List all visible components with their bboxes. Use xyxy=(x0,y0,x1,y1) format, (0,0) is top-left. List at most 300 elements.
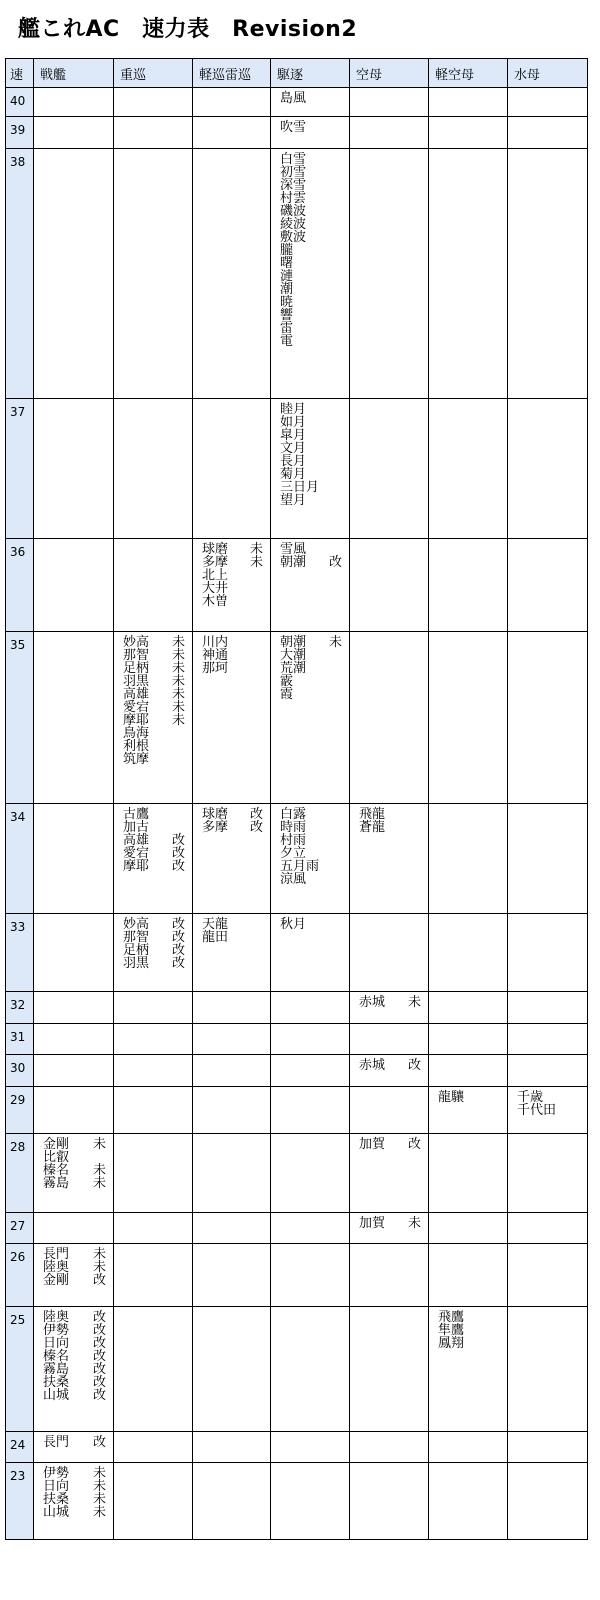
ship-status: 未 xyxy=(407,995,421,1010)
ship-cell xyxy=(350,149,429,399)
ship-status: 未 xyxy=(328,635,342,650)
ship-cell xyxy=(429,914,508,992)
ship-status: 改 xyxy=(328,555,342,570)
ship-cell xyxy=(114,1432,193,1463)
ship-name: 霰 xyxy=(280,674,294,689)
ship-name: 霞 xyxy=(280,687,294,702)
ship-name: 足柄 xyxy=(123,943,150,958)
ship-cell xyxy=(508,88,588,117)
table-row xyxy=(6,1463,588,1540)
ship-name: 日向 xyxy=(43,1479,70,1494)
ship-entry xyxy=(280,494,349,507)
ship-cell xyxy=(114,914,193,992)
ship-cell xyxy=(350,1213,429,1244)
ship-name: 長門 xyxy=(43,1247,70,1262)
ship-cell xyxy=(350,632,429,804)
ship-cell xyxy=(34,632,114,804)
ship-cell xyxy=(193,1432,271,1463)
table-row xyxy=(6,1134,588,1213)
ship-cell xyxy=(114,1024,193,1055)
ship-name: 敷波 xyxy=(280,230,307,245)
speed-value: 24 xyxy=(6,1432,34,1463)
table-row xyxy=(6,804,588,914)
ship-status: 改 xyxy=(171,930,185,945)
ship-cell xyxy=(34,992,114,1024)
ship-name: 多摩 xyxy=(202,555,229,570)
ship-cell xyxy=(193,1055,271,1087)
ship-name: 山城 xyxy=(43,1388,70,1403)
table-row xyxy=(6,914,588,992)
ship-cell xyxy=(429,539,508,632)
ship-status: 未 xyxy=(249,542,263,557)
ship-cell xyxy=(34,117,114,149)
ship-cell xyxy=(350,992,429,1024)
ship-cell xyxy=(193,117,271,149)
table-row xyxy=(6,149,588,399)
ship-status: 未 xyxy=(171,674,185,689)
ship-cell xyxy=(271,117,350,149)
ship-name: 摩耶 xyxy=(123,859,150,874)
ship-name: 高雄 xyxy=(123,833,150,848)
ship-name: 加古 xyxy=(123,820,150,835)
ship-name: 白雪 xyxy=(280,152,307,167)
ship-entry xyxy=(280,556,349,569)
ship-name: 雪風 xyxy=(280,542,307,557)
speed-value: 34 xyxy=(6,804,34,914)
ship-status: 未 xyxy=(407,1216,421,1231)
ship-status: 未 xyxy=(92,1492,106,1507)
ship-cell xyxy=(350,117,429,149)
ship-name: 金剛 xyxy=(43,1137,70,1152)
ship-name: 加賀 xyxy=(359,1137,386,1152)
header-light-cruiser: 軽巡雷巡 xyxy=(193,59,271,88)
ship-status: 未 xyxy=(92,1466,106,1481)
ship-cell xyxy=(193,88,271,117)
ship-cell xyxy=(508,1213,588,1244)
ship-cell xyxy=(193,1213,271,1244)
ship-name: 磯波 xyxy=(280,204,307,219)
ship-cell xyxy=(271,1055,350,1087)
ship-name: 比叡 xyxy=(43,1150,70,1165)
table-row xyxy=(6,1307,588,1432)
ship-cell xyxy=(271,804,350,914)
ship-name: 雷 xyxy=(280,321,294,336)
ship-entry xyxy=(123,957,192,970)
ship-name: 涼風 xyxy=(280,872,307,887)
table-row xyxy=(6,1244,588,1307)
ship-name: 漣 xyxy=(280,269,294,284)
ship-cell xyxy=(34,1024,114,1055)
ship-cell xyxy=(193,992,271,1024)
ship-cell xyxy=(114,1463,193,1540)
ship-cell xyxy=(350,1432,429,1463)
ship-cell xyxy=(429,149,508,399)
table-row xyxy=(6,1432,588,1463)
ship-cell xyxy=(193,1307,271,1432)
ship-name: 電 xyxy=(280,334,294,349)
ship-cell xyxy=(508,1432,588,1463)
ship-name: 鳳翔 xyxy=(438,1336,465,1351)
ship-name: 三日月 xyxy=(280,480,320,495)
table-row xyxy=(6,1024,588,1055)
ship-cell xyxy=(429,117,508,149)
ship-cell xyxy=(350,539,429,632)
ship-name: 如月 xyxy=(280,415,307,430)
table-row xyxy=(6,632,588,804)
speed-value: 25 xyxy=(6,1307,34,1432)
header-destroyer: 駆逐 xyxy=(271,59,350,88)
ship-cell xyxy=(193,1463,271,1540)
ship-cell xyxy=(429,1463,508,1540)
ship-cell xyxy=(114,117,193,149)
ship-cell xyxy=(34,1244,114,1307)
ship-name: 球磨 xyxy=(202,807,229,822)
ship-cell xyxy=(193,399,271,539)
ship-name: 扶桑 xyxy=(43,1492,70,1507)
ship-cell xyxy=(508,539,588,632)
header-speed: 速 xyxy=(6,59,34,88)
ship-cell xyxy=(193,914,271,992)
ship-cell xyxy=(271,632,350,804)
ship-entry xyxy=(280,121,349,134)
ship-cell xyxy=(508,1024,588,1055)
ship-cell xyxy=(34,88,114,117)
ship-entry xyxy=(438,1337,507,1350)
ship-cell xyxy=(508,914,588,992)
ship-status: 未 xyxy=(92,1479,106,1494)
ship-cell xyxy=(193,1244,271,1307)
ship-status: 未 xyxy=(92,1137,106,1152)
ship-cell xyxy=(114,149,193,399)
ship-name: 暁 xyxy=(280,295,294,310)
ship-status: 未 xyxy=(92,1260,106,1275)
speed-value: 32 xyxy=(6,992,34,1024)
ship-cell xyxy=(271,1463,350,1540)
ship-cell xyxy=(114,1307,193,1432)
ship-name: 那智 xyxy=(123,930,150,945)
ship-cell xyxy=(114,992,193,1024)
ship-entry xyxy=(359,1138,428,1151)
ship-status: 改 xyxy=(92,1323,106,1338)
ship-entry xyxy=(359,821,428,834)
ship-cell xyxy=(114,1213,193,1244)
ship-name: 龍驤 xyxy=(438,1090,465,1105)
ship-entry xyxy=(202,821,270,834)
ship-name: 島風 xyxy=(280,91,307,106)
ship-cell xyxy=(350,1244,429,1307)
header-battleship: 戦艦 xyxy=(34,59,114,88)
ship-cell xyxy=(271,1134,350,1213)
ship-name: 多摩 xyxy=(202,820,229,835)
ship-name: 赤城 xyxy=(359,1058,386,1073)
ship-cell xyxy=(193,1024,271,1055)
ship-status: 改 xyxy=(92,1435,106,1450)
ship-name: 摩耶 xyxy=(123,713,150,728)
ship-cell xyxy=(350,914,429,992)
ship-cell xyxy=(271,539,350,632)
ship-name: 朝潮 xyxy=(280,555,307,570)
ship-name: 文月 xyxy=(280,441,307,456)
ship-cell xyxy=(34,1087,114,1134)
ship-status: 未 xyxy=(171,700,185,715)
table-row xyxy=(6,1087,588,1134)
ship-cell xyxy=(508,149,588,399)
ship-entry xyxy=(359,1217,428,1230)
ship-status: 改 xyxy=(407,1137,421,1152)
ship-name: 響 xyxy=(280,308,294,323)
ship-name: 利根 xyxy=(123,739,150,754)
speed-value: 36 xyxy=(6,539,34,632)
speed-value: 31 xyxy=(6,1024,34,1055)
ship-cell xyxy=(271,399,350,539)
speed-value: 38 xyxy=(6,149,34,399)
ship-cell xyxy=(508,117,588,149)
ship-cell xyxy=(34,1307,114,1432)
speed-value: 30 xyxy=(6,1055,34,1087)
ship-cell xyxy=(350,1134,429,1213)
ship-name: 吹雪 xyxy=(280,120,307,135)
ship-name: 神通 xyxy=(202,648,229,663)
ship-cell xyxy=(114,399,193,539)
ship-cell xyxy=(429,399,508,539)
ship-name: 長門 xyxy=(43,1435,70,1450)
ship-cell xyxy=(271,88,350,117)
ship-name: 夕立 xyxy=(280,846,307,861)
ship-name: 陸奥 xyxy=(43,1310,70,1325)
ship-entry xyxy=(123,753,192,766)
ship-entry xyxy=(43,1177,113,1190)
ship-name: 朧 xyxy=(280,243,294,258)
ship-entry xyxy=(202,595,270,608)
ship-cell xyxy=(34,1055,114,1087)
ship-name: 皐月 xyxy=(280,428,307,443)
ship-cell xyxy=(350,399,429,539)
ship-cell xyxy=(429,88,508,117)
speed-value: 37 xyxy=(6,399,34,539)
ship-entry xyxy=(517,1104,587,1117)
ship-name: 足柄 xyxy=(123,661,150,676)
header-row xyxy=(6,59,588,88)
ship-cell xyxy=(193,1134,271,1213)
ship-name: 時雨 xyxy=(280,820,307,835)
ship-cell xyxy=(193,539,271,632)
ship-entry xyxy=(280,873,349,886)
ship-entry xyxy=(280,92,349,105)
table-row xyxy=(6,399,588,539)
speed-value: 35 xyxy=(6,632,34,804)
header-seaplane-tender: 水母 xyxy=(508,59,588,88)
ship-name: 深雪 xyxy=(280,178,307,193)
ship-name: 木曽 xyxy=(202,594,229,609)
ship-name: 鳥海 xyxy=(123,726,150,741)
ship-status: 未 xyxy=(171,648,185,663)
ship-cell xyxy=(193,804,271,914)
ship-name: 初雪 xyxy=(280,165,307,180)
ship-entry xyxy=(280,918,349,931)
ship-cell xyxy=(34,1213,114,1244)
ship-entry xyxy=(202,931,270,944)
ship-name: 古鷹 xyxy=(123,807,150,822)
ship-name: 加賀 xyxy=(359,1216,386,1231)
ship-cell xyxy=(508,992,588,1024)
ship-cell xyxy=(508,1244,588,1307)
ship-status: 改 xyxy=(92,1273,106,1288)
ship-name: 日向 xyxy=(43,1336,70,1351)
ship-name: 長月 xyxy=(280,454,307,469)
ship-cell xyxy=(429,632,508,804)
ship-name: 榛名 xyxy=(43,1349,70,1364)
ship-cell xyxy=(271,1432,350,1463)
ship-status: 未 xyxy=(171,661,185,676)
speed-value: 27 xyxy=(6,1213,34,1244)
ship-name: 秋月 xyxy=(280,917,307,932)
ship-status: 未 xyxy=(92,1247,106,1262)
ship-name: 白露 xyxy=(280,807,307,822)
ship-name: 羽黒 xyxy=(123,956,150,971)
ship-cell xyxy=(193,1087,271,1134)
ship-cell xyxy=(114,539,193,632)
ship-name: 大潮 xyxy=(280,648,307,663)
ship-entry xyxy=(280,335,349,348)
ship-entry xyxy=(280,688,349,701)
ship-name: 村雨 xyxy=(280,833,307,848)
table-row xyxy=(6,117,588,149)
speed-table xyxy=(5,58,588,1540)
ship-cell xyxy=(350,1463,429,1540)
ship-name: 北上 xyxy=(202,568,229,583)
ship-cell xyxy=(508,632,588,804)
ship-cell xyxy=(114,1087,193,1134)
ship-cell xyxy=(34,804,114,914)
ship-cell xyxy=(429,1213,508,1244)
ship-status: 改 xyxy=(171,846,185,861)
ship-entry xyxy=(43,1436,113,1449)
ship-name: 綾波 xyxy=(280,217,307,232)
ship-name: 朝潮 xyxy=(280,635,307,650)
ship-entry xyxy=(202,662,270,675)
ship-cell xyxy=(271,1087,350,1134)
table-row xyxy=(6,88,588,117)
ship-entry xyxy=(359,1059,428,1072)
ship-cell xyxy=(271,1024,350,1055)
ship-name: 那智 xyxy=(123,648,150,663)
ship-status: 未 xyxy=(171,687,185,702)
ship-name: 伊勢 xyxy=(43,1323,70,1338)
ship-cell xyxy=(350,804,429,914)
ship-cell xyxy=(350,1307,429,1432)
ship-cell xyxy=(114,88,193,117)
ship-cell xyxy=(271,1307,350,1432)
ship-name: 扶桑 xyxy=(43,1375,70,1390)
ship-status: 改 xyxy=(171,859,185,874)
speed-value: 33 xyxy=(6,914,34,992)
ship-name: 望月 xyxy=(280,493,307,508)
ship-name: 金剛 xyxy=(43,1273,70,1288)
ship-status: 改 xyxy=(171,833,185,848)
ship-cell xyxy=(271,1244,350,1307)
ship-cell xyxy=(34,914,114,992)
ship-cell xyxy=(350,1024,429,1055)
ship-cell xyxy=(508,1307,588,1432)
ship-status: 未 xyxy=(92,1163,106,1178)
ship-cell xyxy=(34,1134,114,1213)
ship-cell xyxy=(350,88,429,117)
ship-entry xyxy=(43,1274,113,1287)
ship-cell xyxy=(429,992,508,1024)
ship-cell xyxy=(114,1055,193,1087)
ship-name: 村雲 xyxy=(280,191,307,206)
ship-name: 睦月 xyxy=(280,402,307,417)
ship-name: 五月雨 xyxy=(280,859,320,874)
ship-status: 改 xyxy=(92,1375,106,1390)
ship-entry xyxy=(359,996,428,1009)
ship-cell xyxy=(114,1244,193,1307)
ship-status: 改 xyxy=(92,1336,106,1351)
ship-entry xyxy=(123,860,192,873)
ship-cell xyxy=(193,632,271,804)
ship-cell xyxy=(193,149,271,399)
ship-name: 愛宕 xyxy=(123,846,150,861)
ship-status: 改 xyxy=(92,1310,106,1325)
ship-cell xyxy=(429,1244,508,1307)
ship-status: 改 xyxy=(171,956,185,971)
table-row xyxy=(6,1055,588,1087)
ship-entry xyxy=(438,1091,507,1104)
ship-name: 大井 xyxy=(202,581,229,596)
ship-name: 飛龍 xyxy=(359,807,386,822)
speed-value: 23 xyxy=(6,1463,34,1540)
ship-cell xyxy=(114,1134,193,1213)
table-row xyxy=(6,992,588,1024)
page-title: 艦これAC 速力表 Revision2 xyxy=(18,17,358,42)
ship-name: 高雄 xyxy=(123,687,150,702)
ship-status: 改 xyxy=(249,820,263,835)
ship-name: 山城 xyxy=(43,1505,70,1520)
ship-name: 龍田 xyxy=(202,930,229,945)
ship-name: 霧島 xyxy=(43,1362,70,1377)
ship-status: 改 xyxy=(92,1349,106,1364)
ship-cell xyxy=(429,1134,508,1213)
speed-value: 28 xyxy=(6,1134,34,1213)
ship-cell xyxy=(34,539,114,632)
ship-status: 未 xyxy=(249,555,263,570)
ship-status: 未 xyxy=(171,713,185,728)
ship-name: 筑摩 xyxy=(123,752,150,767)
ship-name: 榛名 xyxy=(43,1163,70,1178)
speed-value: 29 xyxy=(6,1087,34,1134)
ship-name: 荒潮 xyxy=(280,661,307,676)
ship-cell xyxy=(429,1055,508,1087)
ship-cell xyxy=(271,914,350,992)
ship-name: 羽黒 xyxy=(123,674,150,689)
ship-name: 愛宕 xyxy=(123,700,150,715)
table-row xyxy=(6,539,588,632)
speed-value: 40 xyxy=(6,88,34,117)
ship-cell xyxy=(271,149,350,399)
ship-cell xyxy=(114,804,193,914)
ship-cell xyxy=(350,1055,429,1087)
ship-name: 隼鷹 xyxy=(438,1323,465,1338)
ship-cell xyxy=(429,1307,508,1432)
ship-cell xyxy=(34,149,114,399)
ship-name: 陸奥 xyxy=(43,1260,70,1275)
ship-cell xyxy=(429,1024,508,1055)
ship-cell xyxy=(114,632,193,804)
ship-name: 千代田 xyxy=(517,1103,557,1118)
ship-name: 霧島 xyxy=(43,1176,70,1191)
ship-status: 改 xyxy=(407,1058,421,1073)
ship-cell xyxy=(34,1463,114,1540)
